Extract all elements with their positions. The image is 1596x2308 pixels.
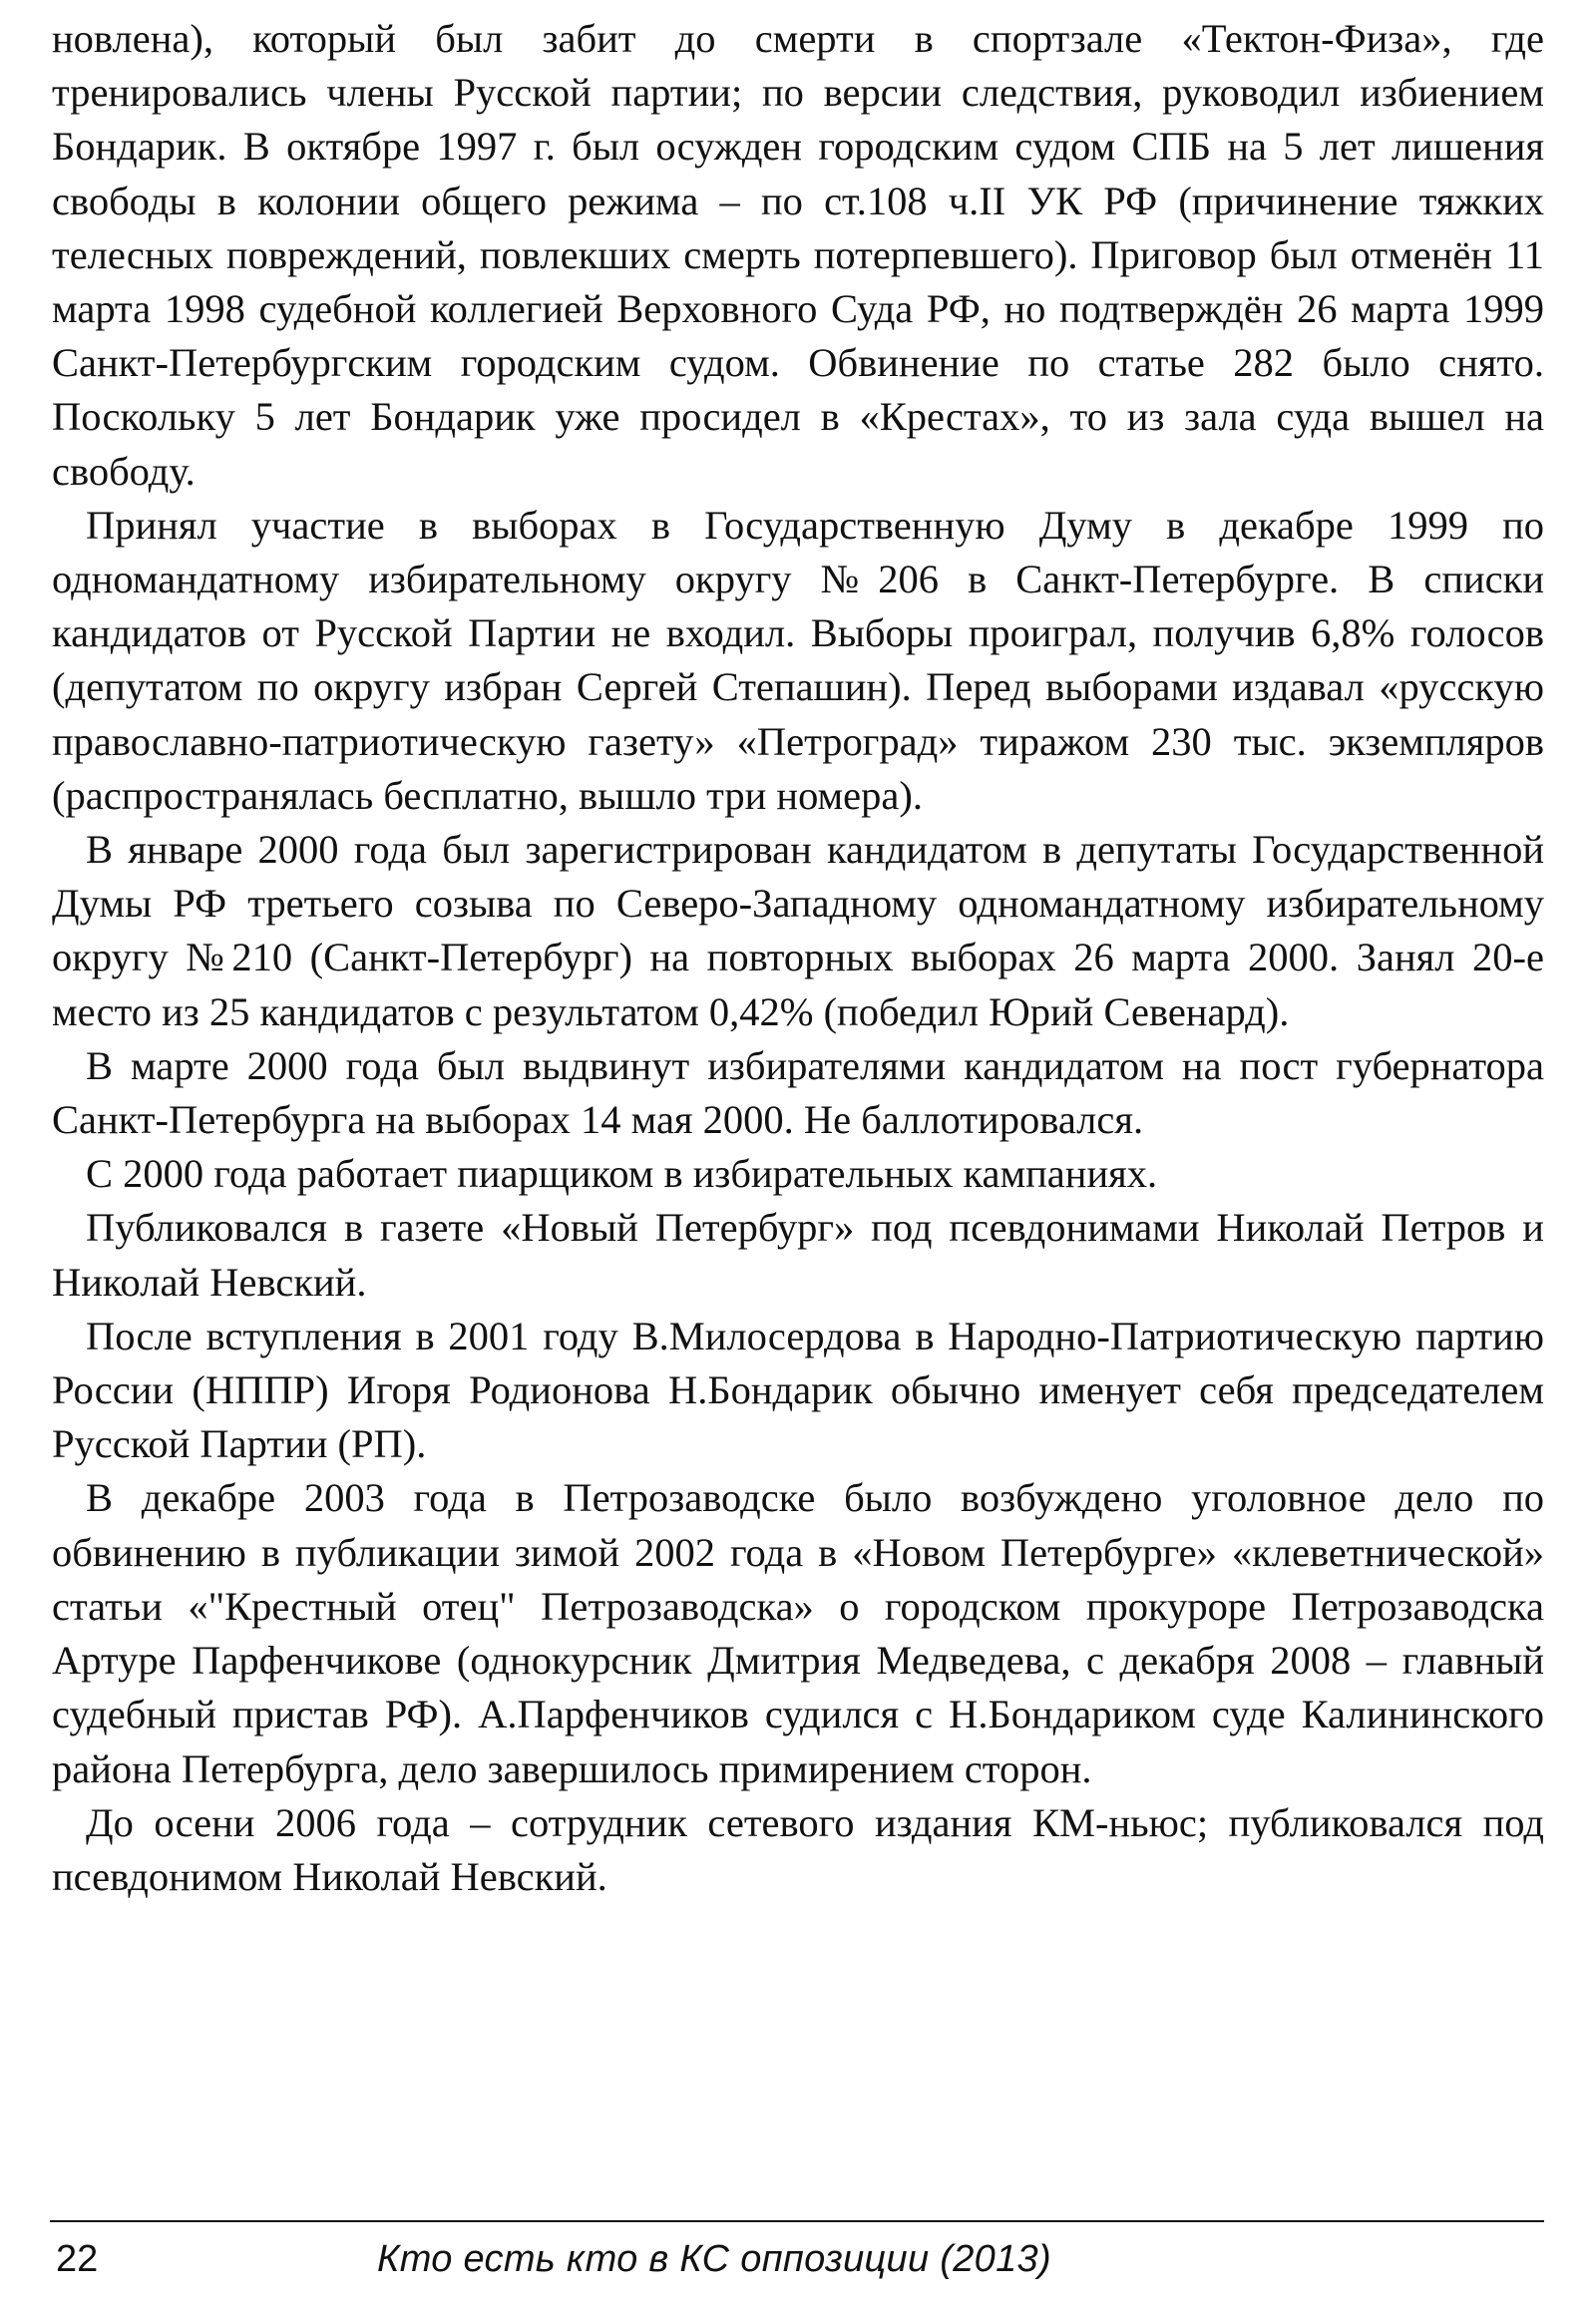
paragraph-publications: Публиковался в газете «Новый Петербург» под псевдонимами Николай Петров и Николай Невский. (52, 1205, 1544, 1305)
paragraph-pr-work: С 2000 года работает пиарщиком в избирательных кампаниях. (86, 1151, 1158, 1197)
paragraph-party: После вступления в 2001 году В.Милосердова в Народно-Патриотическую партию России (НППР) Игоря Родионова Н.Бондарик обычно именует себя председателем Русской Партии (РП). (52, 1313, 1544, 1467)
page-number: 22 (56, 2238, 99, 2280)
paragraph-duma-1999: Принял участие в выборах в Государственную Думу в декабре 1999 по одномандатному избирательному округу №206 в Санкт-Петербурге. В списки кандидатов от Русской Партии не входил. Выборы проиграл, получив 6,8% голосов (депутатом по округу избран Сергей Степашин). Перед выборами издавал «русскую православно-патриотическую газету» «Петроград» тиражом 230 тыс. экземпляров (распространялась бесплатно, вышло три номера). (52, 502, 1544, 818)
body-text (52, 12, 1544, 1904)
paragraph-criminal-case: В декабре 2003 года в Петрозаводске было возбуждено уголовное дело по обвинению в публикации зимой 2002 года в «Новом Петербурге» «клеветнической» статьи «"Крестный отец" Петрозаводска» о городском прокуроре Петрозаводска Артуре Парфенчикове (однокурсник Дмитрия Медведева, с декабря 2008 – главный судебный пристав РФ). А.Парфенчиков судился с Н.Бондариком суде Калининского района Петербурга, дело завершилось примирением сторон. (52, 1475, 1544, 1791)
paragraph-governor-2000: В марте 2000 года был выдвинут избирателями кандидатом на пост губернатора Санкт-Петербурга на выборах 14 мая 2000. Не баллотировался. (52, 1042, 1544, 1143)
footer-divider (50, 2220, 1544, 2222)
paragraph-continuation: новлена), который был забит до смерти в спортзале «Тектон-Физа», где тренировались члены Русской партии; по версии следствия, руководил избиением Бондарик. В октябре 1997 г. был осужден городским судом СПБ на 5 лет лишения свободы в колонии общего режима – по ст.108 ч.II УК РФ (причинение тяжких телесных повреждений, повлекших смерть потерпевшего). Приговор был отменён 11 марта 1998 судебной коллегией Верховного Суда РФ, но подтверждён 26 марта 1999 Санкт-Петербургским городским судом. Обвинение по статье 282 было снято. Поскольку 5 лет Бондарик уже просидел в «Крестах», то из зала суда вышел на свободу. (52, 16, 1544, 494)
running-title: Кто есть кто в КС оппозиции (2013) (377, 2238, 1051, 2280)
paragraph-duma-2000: В январе 2000 года был зарегистрирован кандидатом в депутаты Государственной Думы РФ третьего созыва по Северо-Западному одномандатному избирательному округу №210 (Санкт-Петербург) на повторных выборах 26 марта 2000. Занял 20-е место из 25 кандидатов с результатом 0,42% (победил Юрий Севенард). (52, 827, 1544, 1034)
paragraph-km-news: До осени 2006 года – сотрудник сетевого издания КМ-ньюс; публиковался под псевдонимом Николай Невский. (52, 1799, 1544, 1899)
